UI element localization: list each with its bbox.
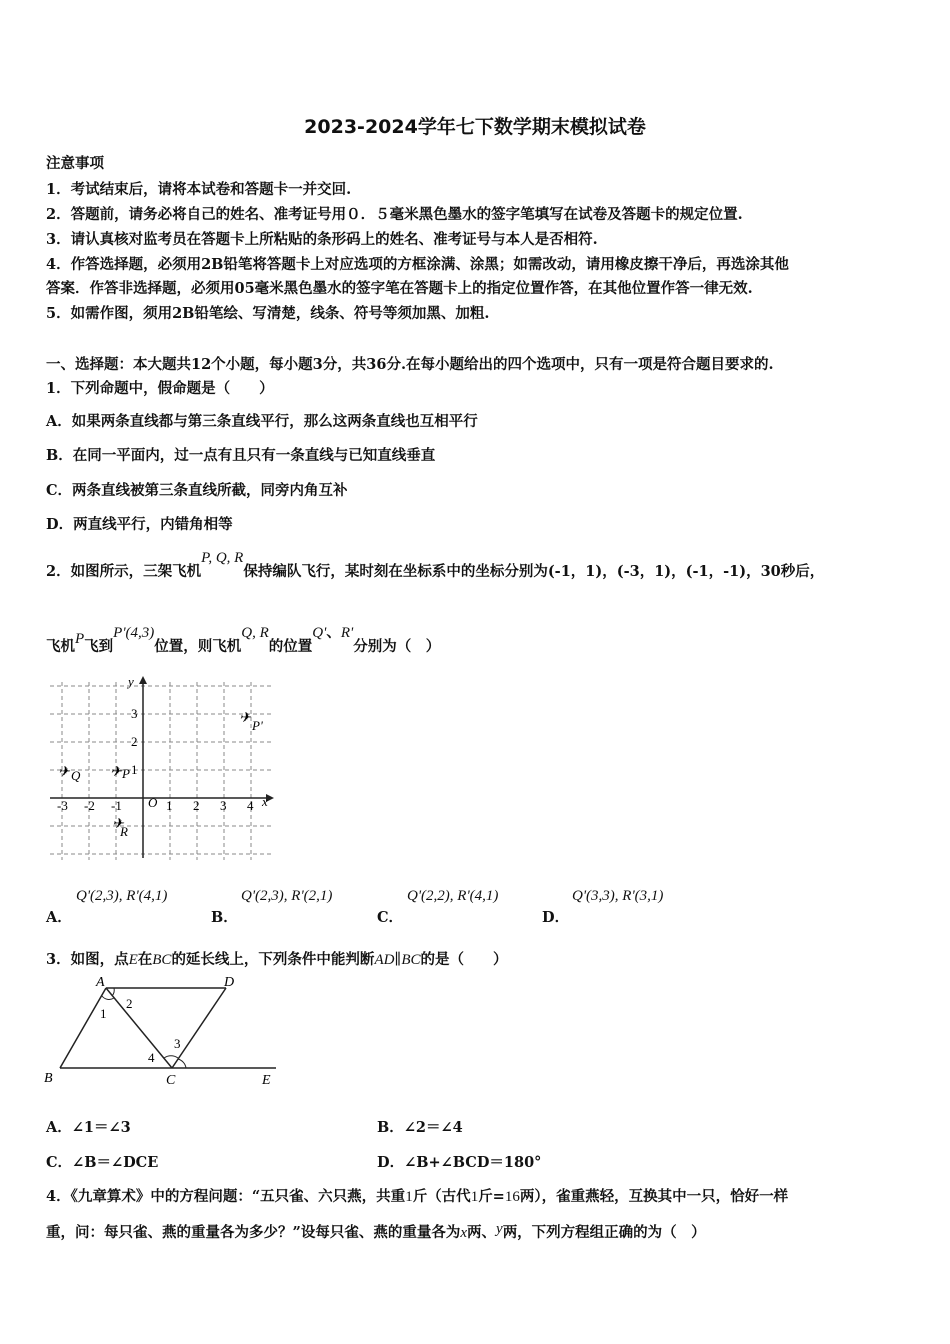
x-tick-4: 4 (247, 798, 254, 813)
q2-math-p: P (75, 631, 85, 647)
origin-label: O (148, 795, 158, 810)
q2-text-1a: 2．如图所示，三架飞机 (46, 563, 202, 580)
q1-option-c: C．两条直线被第三条直线所截，同旁内角互补 (46, 482, 348, 499)
q2-text-2a: 飞机 (46, 638, 75, 655)
section-heading: 一、选择题：本大题共12个小题，每小题3分，共36分.在每小题给出的四个选项中，只有一项是符合题目要求的. (46, 356, 774, 373)
point-q-label: Q (71, 768, 81, 783)
q2-option-b-value: Q'(2,3), R'(2,1) (241, 888, 333, 904)
q4-num-16: 16 (504, 1189, 520, 1205)
x-axis-label: x (262, 794, 268, 809)
q4-text-1a: 4．《九章算术》中的方程问题：“五只雀、六只燕，共重 (46, 1188, 406, 1205)
q2-text-2c: 位置，则飞机 (154, 638, 242, 655)
q2-option-c-letter: C． (377, 909, 404, 926)
line-ab (60, 988, 106, 1068)
notice-heading: 注意事项 (46, 155, 104, 172)
q4-text-2c: 两，下列方程组正确的为（ ） (502, 1224, 706, 1241)
q2-text-2b: 飞到 (84, 638, 114, 655)
q1-option-d: D．两直线平行，内错角相等 (46, 516, 233, 533)
airplane-r-icon: ✈ (112, 817, 124, 832)
q3-option-b[interactable]: B．∠2＝∠4 (377, 1119, 463, 1136)
q4-num-1: 1 (405, 1189, 413, 1205)
q1-option-a: A．如果两条直线都与第三条直线平行，那么这两条直线也互相平行 (46, 413, 478, 430)
point-pprime-label: P' (252, 718, 263, 733)
q2-text-2d: 的位置 (268, 638, 313, 655)
q4-num-2: 1 (470, 1189, 479, 1205)
graph-grid (50, 682, 272, 860)
y-axis-label: y (128, 674, 134, 689)
q2-stem-line1 (46, 550, 825, 581)
angle-2-label: 2 (126, 996, 133, 1011)
notice-item-1: 1．考试结束后，请将本试卷和答题卡一并交回. (46, 181, 352, 198)
q2-option-a-letter: A． (46, 909, 72, 926)
q2-option-d-value: Q'(3,3), R'(3,1) (572, 888, 664, 904)
angle-2-arc (112, 988, 114, 996)
x-tick-1: 1 (166, 798, 173, 813)
q2-math-rprime: R' (340, 625, 354, 641)
notice-item-3: 3．请认真核对监考员在答题卡上所粘贴的条形码上的姓名、准考证号与本人是否相符. (46, 231, 598, 248)
q4-text-2a: 重，问：每只雀、燕的重量各为多少？”设每只雀、燕的重量各为 (46, 1224, 461, 1241)
y-tick-3: 3 (131, 706, 138, 721)
x-tick-3: 3 (220, 798, 227, 813)
q4-var-x: x (460, 1225, 468, 1241)
q3-math-e: E (128, 952, 138, 968)
y-tick-2: 2 (131, 734, 138, 749)
vertex-c-label: C (166, 1073, 176, 1088)
q4-text-1b: 斤（古代 (412, 1188, 471, 1205)
q2-stem-line2 (46, 624, 441, 656)
q1-option-b: B．在同一平面内，过一点有且只有一条直线与已知直线垂直 (46, 447, 436, 464)
angle-4-arc (164, 1056, 178, 1058)
q2-coordinate-graph (42, 672, 282, 864)
q2-sep: 、 (326, 624, 341, 641)
vertex-a-label: A (96, 975, 105, 990)
vertex-b-label: B (44, 1071, 53, 1086)
q2-option-d-letter: D． (542, 909, 570, 926)
y-tick-1: 1 (131, 762, 138, 777)
airplane-pprime-icon: ✈ (239, 711, 251, 726)
x-tick-2: 2 (193, 798, 200, 813)
page-title: 2023-2024学年七下数学期末模拟试卷 (304, 116, 646, 138)
x-tick-neg1: -1 (111, 798, 122, 813)
q2-text-2e: 分别为（ ） (353, 638, 441, 655)
x-tick-neg3: -3 (57, 798, 68, 813)
q2-text-1b: 保持编队飞行，某时刻在坐标系中的坐标分别为(-1，1)，(-3，1)，(-1，-1)，30秒后， (243, 563, 825, 580)
x-tick-neg2: -2 (84, 798, 95, 813)
vertex-d-label: D (224, 975, 235, 990)
q3-text-d: 的是（ ） (420, 951, 508, 968)
y-axis-arrow (139, 676, 147, 684)
q3-option-c[interactable]: C．∠B＝∠DCE (46, 1154, 159, 1171)
angle-4-label: 4 (148, 1050, 155, 1065)
angle-1-label: 1 (100, 1006, 107, 1021)
line-ac (106, 988, 172, 1068)
q3-text-a: 3．如图，点 (46, 951, 129, 968)
q2-math-qr: Q, R (241, 625, 269, 641)
q3-math-bc: BC (152, 952, 172, 968)
q1-stem: 1．下列命题中，假命题是（ ） (46, 380, 274, 397)
point-r-label: R (120, 824, 128, 839)
q3-option-a[interactable]: A．∠1＝∠3 (46, 1119, 131, 1136)
q3-stem (46, 948, 508, 969)
q3-text-b: 在 (137, 951, 153, 968)
q3-math-adbc: AD∥BC (374, 952, 421, 968)
airplane-q-icon: ✈ (58, 765, 70, 780)
q2-math-qprime: Q' (312, 625, 327, 641)
q4-text-1c: 斤= (478, 1188, 505, 1205)
q2-options (46, 888, 906, 928)
q4-text-2b: 两、 (467, 1224, 497, 1241)
q2-option-c-value: Q'(2,2), R'(4,1) (407, 888, 499, 904)
airplane-p-icon: ✈ (110, 765, 122, 780)
q4-text-1d: 两），雀重燕轻，互换其中一只，恰好一样 (519, 1188, 789, 1205)
notice-item-4: 4．作答选择题，必须用2B铅笔将答题卡上对应选项的方框涂满、涂黑；如需改动，请用橡皮擦干净后，再选涂其他 (46, 256, 789, 273)
notice-item-4-cont: 答案．作答非选择题，必须用05毫米黑色墨水的签字笔在答题卡上的指定位置作答，在其他位置作答一律无效. (46, 280, 753, 297)
q4-stem-line1 (46, 1185, 788, 1206)
angle-3-label: 3 (174, 1036, 181, 1051)
q2-math-pprime: P'(4,3) (113, 625, 155, 641)
q3-text-c: 的延长线上，下列条件中能判断 (171, 951, 375, 968)
q3-option-d[interactable]: D．∠B+∠BCD＝180° (377, 1154, 542, 1171)
q4-var-y: y (496, 1221, 503, 1237)
angle-3-arc (178, 1059, 186, 1068)
q2-math-pqr: P, Q, R (201, 550, 244, 566)
q3-parallelogram-figure (40, 972, 285, 1090)
line-dc (172, 988, 226, 1068)
q2-option-b-letter: B． (211, 909, 238, 926)
point-e-label: E (262, 1073, 271, 1088)
q2-option-a-value: Q'(2,3), R'(4,1) (76, 888, 168, 904)
notice-item-5: 5．如需作图，须用2B铅笔绘、写清楚，线条、符号等须加黑、加粗. (46, 305, 490, 322)
point-p-label: P (122, 766, 130, 781)
q4-stem-line2 (46, 1221, 706, 1242)
notice-item-2: 2．答题前，请务必将自己的姓名、准考证号用０．５毫米黑色墨水的签字笔填写在试卷及答题卡的规定位置. (46, 206, 743, 223)
